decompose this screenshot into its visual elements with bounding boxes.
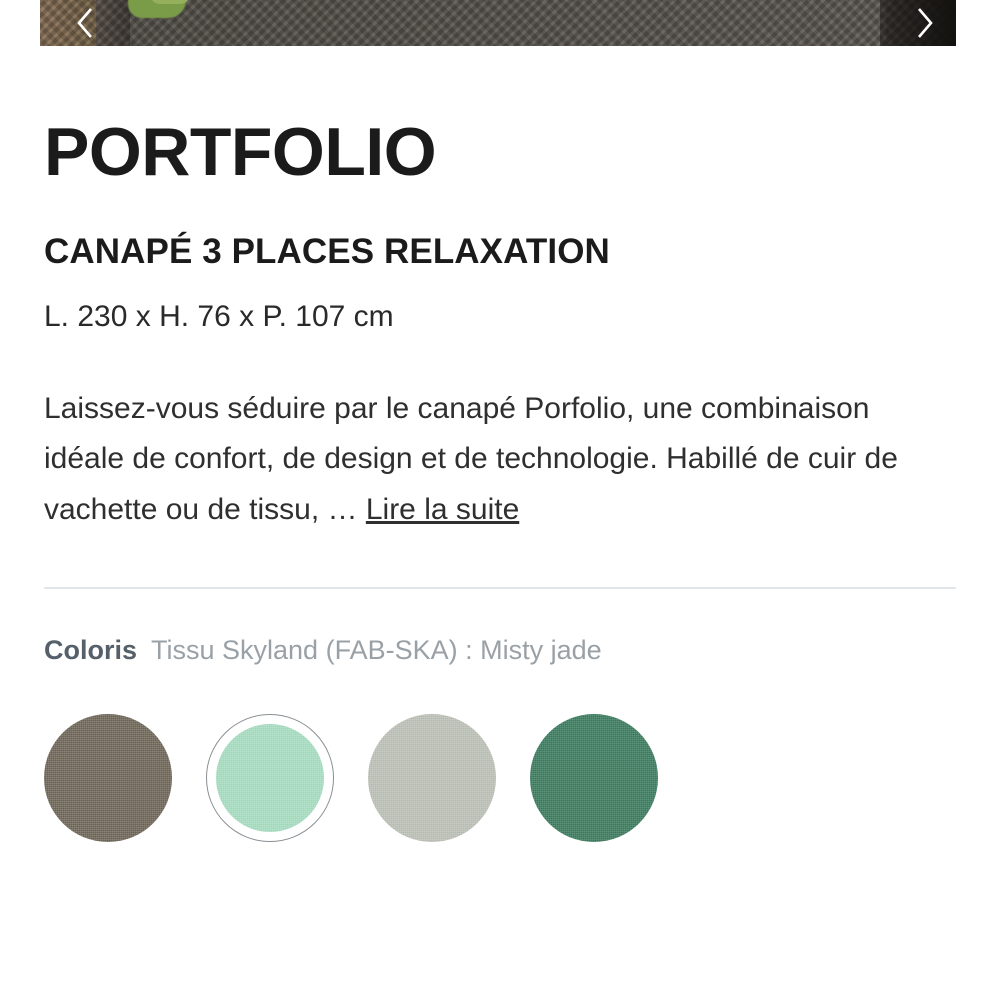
swatch-misty-jade-fill [216,724,324,832]
swatch-dark-green[interactable] [530,714,658,842]
product-image-gallery[interactable] [0,0,1000,46]
gallery-left-margin [0,0,40,46]
product-description [44,384,934,535]
chevron-right-icon [914,6,936,40]
swatch-light-grey-fill [368,714,496,842]
read-more-link[interactable]: Lire la suite [365,492,520,526]
page-title: PORTFOLIO [44,114,437,190]
description-text: Laissez-vous séduire par le canapé Porfolio, une combinaison idéale de confort, de design et de technologie. Habillé de cuir de vachette ou de tissu, … [44,392,898,526]
chevron-left-icon [74,6,96,40]
gallery-prev-button[interactable] [58,0,112,46]
swatch-taupe-fill [44,714,172,842]
section-divider [44,587,956,589]
product-info [0,114,1000,842]
swatch-dark-green-fill [530,714,658,842]
swatch-misty-jade[interactable] [206,714,334,842]
gallery-right-margin [956,0,1000,46]
product-name: CANAPÉ 3 PLACES RELAXATION [44,232,610,271]
swatch-light-grey[interactable] [368,714,496,842]
color-selection-row [44,635,956,666]
swatch-taupe[interactable] [44,714,172,842]
color-value: Tissu Skyland (FAB-SKA) : Misty jade [151,635,602,666]
product-dimensions: L. 230 x H. 76 x P. 107 cm [44,300,394,333]
color-swatch-list [44,714,956,842]
gallery-next-button[interactable] [898,0,952,46]
color-label: Coloris [44,635,138,666]
